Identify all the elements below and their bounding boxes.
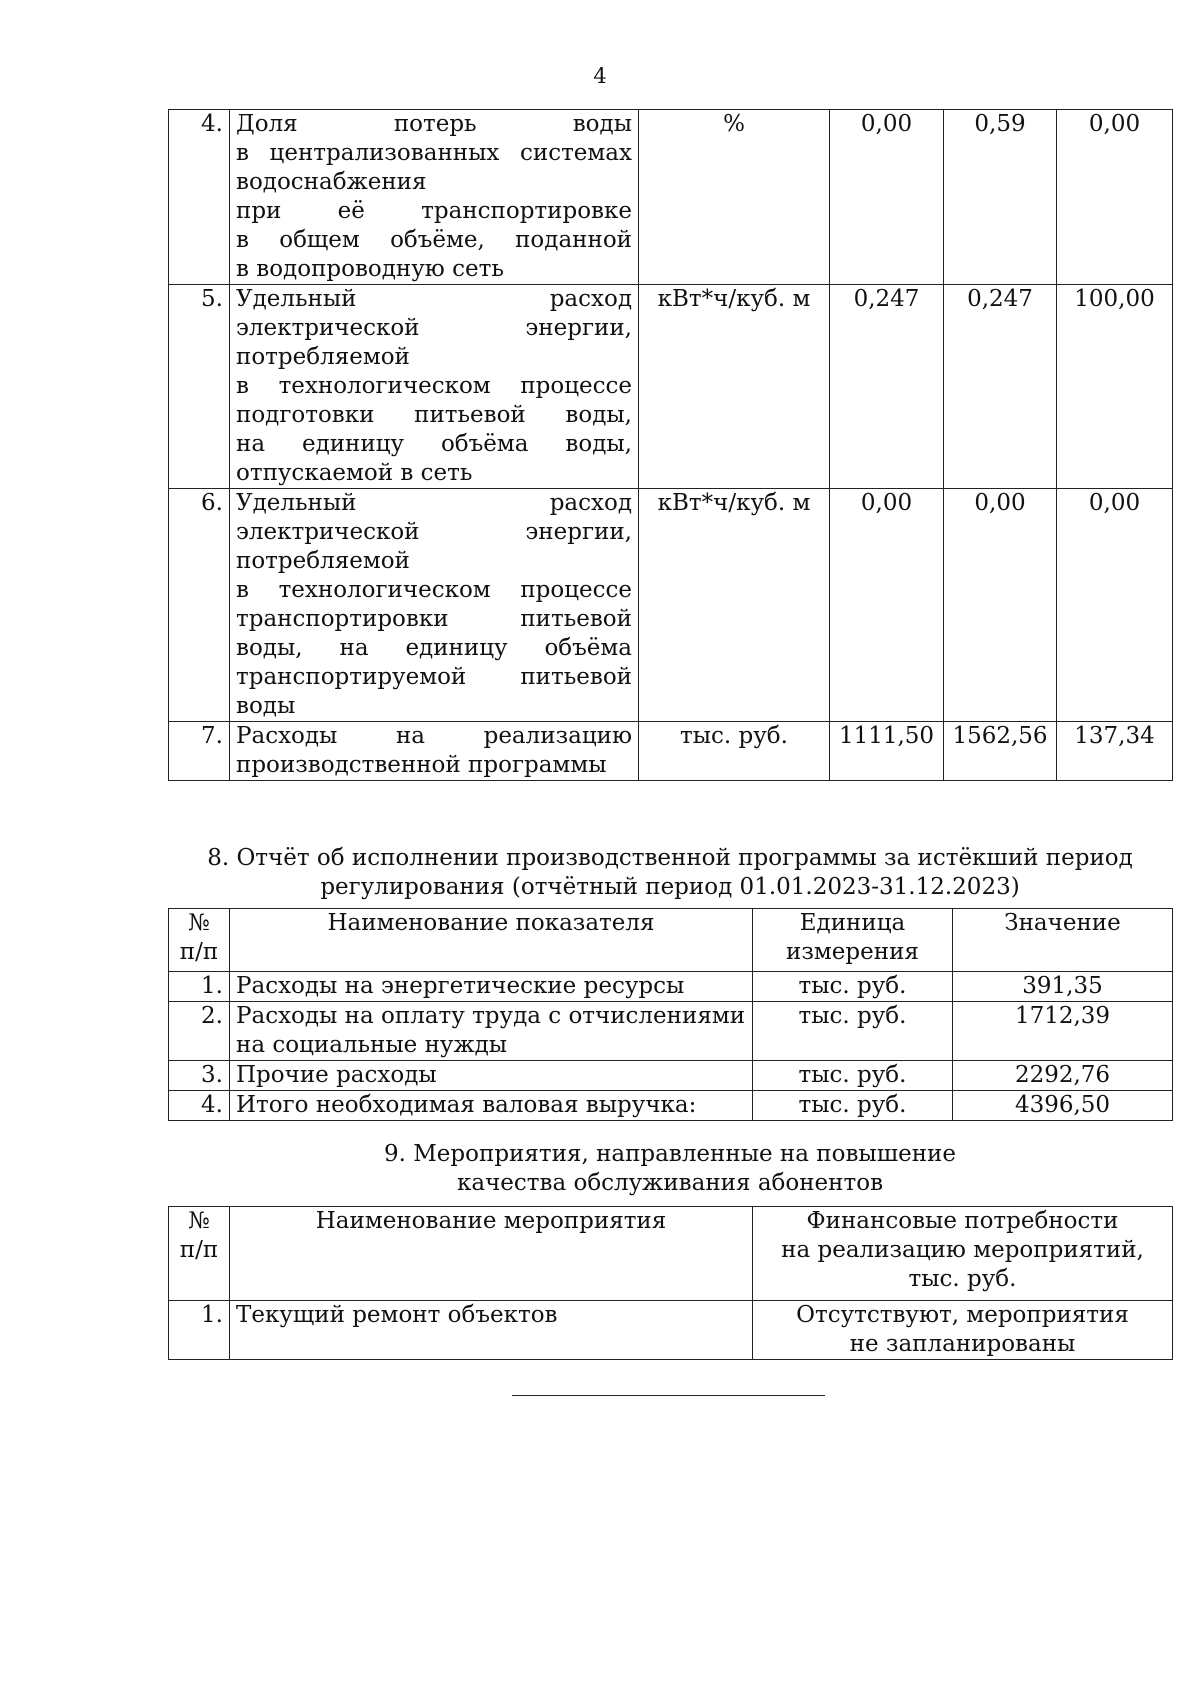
measures-header-fin-line1: Финансовые потребности [806, 1208, 1119, 1234]
indicator-name [230, 285, 639, 489]
indicator-num: 5. [169, 285, 230, 489]
report-name-line2: на социальные нужды [236, 1032, 508, 1058]
measure-finance [753, 1301, 1173, 1360]
header-num-cell [169, 909, 230, 972]
report-row [169, 972, 1173, 1002]
indicator-name-line: воды [236, 693, 296, 719]
indicator-value-3: 0,00 [1057, 489, 1173, 722]
measure-finance-line1: Отсутствуют, мероприятия [796, 1302, 1129, 1328]
section9-heading [170, 1140, 1170, 1198]
indicator-num: 4. [169, 110, 230, 285]
indicator-name-line: водоснабжения [236, 169, 427, 195]
indicator-value-3: 100,00 [1057, 285, 1173, 489]
indicator-value-3: 0,00 [1057, 110, 1173, 285]
indicator-num: 7. [169, 722, 230, 781]
header-num-line2: п/п [179, 939, 219, 965]
measures-header-num-line2: п/п [179, 1237, 219, 1263]
indicator-name-line: на единицу объёма воды, [236, 431, 632, 457]
indicator-value-2: 0,247 [944, 285, 1057, 489]
indicator-name-line: производственной программы [236, 752, 607, 778]
measures-header-num-cell [169, 1207, 230, 1301]
indicators-table [168, 109, 1173, 781]
measures-header-name-cell: Наименование мероприятия [230, 1207, 753, 1301]
measures-table [168, 1206, 1173, 1360]
report-num: 4. [169, 1091, 230, 1121]
indicator-row [169, 489, 1173, 722]
report-name [230, 1002, 753, 1061]
indicator-name [230, 489, 639, 722]
indicator-name-line: воды, на единицу объёма [236, 635, 632, 661]
indicator-name-line: электрической энергии, [236, 519, 632, 545]
header-unit-cell [753, 909, 953, 972]
section8-heading-line2: регулирования (отчётный период 01.01.2023-31.12.2023) [320, 874, 1020, 900]
report-unit: тыс. руб. [753, 1091, 953, 1121]
header-num-line1: № [188, 910, 210, 936]
measures-table-header [169, 1207, 1173, 1301]
indicator-name-line: потребляемой [236, 548, 410, 574]
report-row [169, 1091, 1173, 1121]
indicator-name-line: Расходы на реализацию [236, 723, 632, 749]
report-value: 391,35 [953, 972, 1173, 1002]
report-table [168, 908, 1173, 1121]
header-name-cell: Наименование показателя [230, 909, 753, 972]
indicator-name-line: Удельный расход [236, 490, 632, 516]
report-name-line1: Прочие расходы [236, 1062, 437, 1088]
indicator-name-line: подготовки питьевой воды, [236, 402, 632, 428]
report-value: 1712,39 [953, 1002, 1173, 1061]
measures-header-num-line1: № [188, 1208, 210, 1234]
closing-rule [512, 1395, 825, 1396]
report-value: 4396,50 [953, 1091, 1173, 1121]
report-num: 3. [169, 1061, 230, 1091]
indicator-value-1: 0,00 [830, 110, 944, 285]
report-name [230, 1061, 753, 1091]
indicator-name-line: Доля потерь воды [236, 111, 632, 137]
measure-num: 1. [169, 1301, 230, 1360]
indicator-name-line: потребляемой [236, 344, 410, 370]
indicator-name-line: в общем объёме, поданной [236, 227, 632, 253]
indicator-row [169, 110, 1173, 285]
indicator-name [230, 722, 639, 781]
report-unit: тыс. руб. [753, 972, 953, 1002]
header-unit-line1: Единица [799, 910, 906, 936]
page-number: 4 [593, 64, 607, 88]
indicator-name-line: в водопроводную сеть [236, 256, 504, 282]
report-value: 2292,76 [953, 1061, 1173, 1091]
indicator-value-2: 0,59 [944, 110, 1057, 285]
report-unit: тыс. руб. [753, 1002, 953, 1061]
indicator-unit: % [639, 110, 830, 285]
section9-heading-line2: качества обслуживания абонентов [456, 1170, 884, 1196]
indicator-row [169, 722, 1173, 781]
indicator-value-1: 0,00 [830, 489, 944, 722]
measure-finance-line2: не запланированы [849, 1331, 1076, 1357]
indicator-unit: кВт*ч/куб. м [639, 285, 830, 489]
indicator-row [169, 285, 1173, 489]
header-unit-line2: измерения [786, 939, 919, 965]
indicator-name-line: в технологическом процессе [236, 577, 632, 603]
report-name-line1: Расходы на энергетические ресурсы [236, 973, 685, 999]
measure-name: Текущий ремонт объектов [230, 1301, 753, 1360]
indicator-name-line: транспортируемой питьевой [236, 664, 632, 690]
indicator-unit: кВт*ч/куб. м [639, 489, 830, 722]
indicator-name [230, 110, 639, 285]
measures-header-fin-cell [753, 1207, 1173, 1301]
indicator-value-2: 1562,56 [944, 722, 1057, 781]
indicator-value-2: 0,00 [944, 489, 1057, 722]
measures-header-fin-line3: тыс. руб. [908, 1266, 1017, 1292]
section8-heading-line1: 8. Отчёт об исполнении производственной программы за истёкший период [207, 845, 1133, 871]
indicator-name-line: при её транспортировке [236, 198, 632, 224]
indicator-num: 6. [169, 489, 230, 722]
report-row [169, 1002, 1173, 1061]
indicator-unit: тыс. руб. [639, 722, 830, 781]
indicator-name-line: электрической энергии, [236, 315, 632, 341]
report-table-header [169, 909, 1173, 972]
report-name [230, 1091, 753, 1121]
indicator-name-line: в технологическом процессе [236, 373, 632, 399]
section8-heading [170, 844, 1170, 902]
indicator-value-3: 137,34 [1057, 722, 1173, 781]
report-unit: тыс. руб. [753, 1061, 953, 1091]
report-row [169, 1061, 1173, 1091]
indicator-name-line: отпускаемой в сеть [236, 460, 473, 486]
indicator-name-line: в централизованных системах [236, 140, 632, 166]
section9-heading-line1: 9. Мероприятия, направленные на повышение [384, 1141, 956, 1167]
measure-row [169, 1301, 1173, 1360]
indicator-name-line: Удельный расход [236, 286, 632, 312]
measures-header-fin-line2: на реализацию мероприятий, [781, 1237, 1144, 1263]
report-num: 2. [169, 1002, 230, 1061]
report-name [230, 972, 753, 1002]
indicator-name-line: транспортировки питьевой [236, 606, 632, 632]
header-value-cell: Значение [953, 909, 1173, 972]
report-name-line1: Итого необходимая валовая выручка: [236, 1092, 697, 1118]
indicator-value-1: 1111,50 [830, 722, 944, 781]
report-num: 1. [169, 972, 230, 1002]
report-name-line1: Расходы на оплату труда с отчислениями [236, 1003, 746, 1029]
indicator-value-1: 0,247 [830, 285, 944, 489]
